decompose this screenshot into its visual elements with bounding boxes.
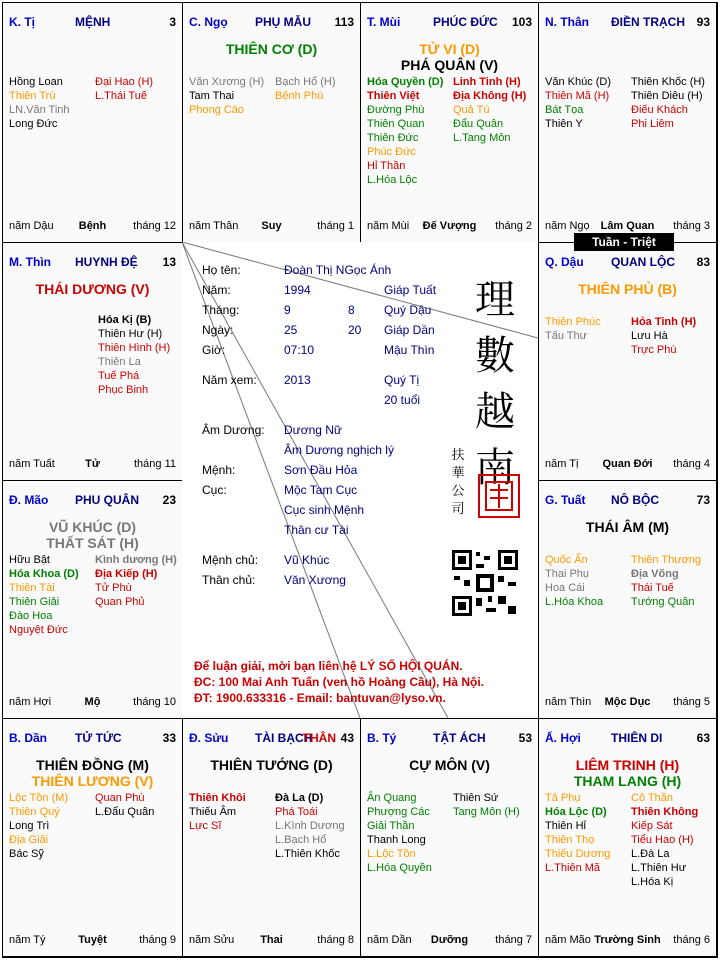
- star-item: Ân Quang: [367, 792, 417, 804]
- palace-number: 23: [162, 493, 176, 507]
- star-item: L.Đẩu Quân: [95, 806, 155, 818]
- seal-caption: [450, 447, 466, 519]
- calligraphy-char: 理: [475, 277, 515, 323]
- main-star: LIÊM TRINH (H): [575, 757, 680, 773]
- star-item: Trực Phù: [631, 344, 677, 356]
- month-can-chi: Quý Dậu: [384, 303, 432, 317]
- seal-char: 公: [451, 484, 465, 499]
- name-label: Họ tên:: [202, 263, 241, 277]
- palace-header: [189, 15, 354, 31]
- star-item: Thiên Phúc: [545, 316, 601, 328]
- palace-year: năm Mùi: [367, 220, 410, 232]
- main-star: THIÊN CƠ (D): [225, 41, 318, 57]
- star-item: Thanh Long: [367, 834, 426, 846]
- star-item: L.Hóa Quyền: [367, 862, 432, 874]
- star-item: Thiên La: [98, 356, 141, 368]
- palace-phase: Tuyệt: [78, 934, 107, 946]
- hour-label: Giờ:: [202, 343, 226, 357]
- palace-number: 53: [518, 731, 532, 745]
- star-item: Thiên Mã (H): [545, 90, 610, 102]
- star-item: Kiếp Sát: [631, 820, 673, 832]
- star-item: Thai Phụ: [545, 568, 590, 580]
- right-stars: [275, 791, 345, 861]
- calligraphy-char: 數: [475, 333, 515, 379]
- menh-label: Mệnh:: [202, 463, 236, 477]
- star-item: Văn Khúc (D): [545, 76, 612, 88]
- right-stars: [631, 553, 701, 609]
- palace-name: PHU QUÂN: [75, 493, 140, 507]
- birth-hour: 07:10: [284, 343, 315, 357]
- main-star: THÁI ÂM (M): [585, 519, 670, 535]
- palace-number: 3: [169, 15, 176, 29]
- palace-phase: Mộ: [84, 696, 101, 708]
- palace-footer: [545, 458, 710, 472]
- palace-header: [9, 255, 176, 271]
- palace-month: tháng 7: [495, 934, 532, 946]
- palace-month: tháng 6: [673, 934, 710, 946]
- star-item: Kình dương (H): [95, 554, 177, 566]
- star-item: Cô Thần: [631, 792, 673, 804]
- palace-header: [545, 15, 710, 31]
- palace-footer: [367, 934, 532, 948]
- star-item: Tiểu Hao (H): [631, 834, 694, 846]
- seal-char: 華: [451, 466, 465, 481]
- palace-month: tháng 11: [133, 458, 176, 470]
- palace-header: [545, 493, 710, 509]
- star-item: Hóa Lộc (D): [545, 806, 607, 818]
- star-item: Thiên Sứ: [453, 792, 499, 804]
- palace-name: HUYNH ĐỆ: [75, 255, 138, 269]
- star-item: Địa Kiếp (H): [95, 568, 158, 580]
- star-item: Thiên Trù: [9, 90, 56, 102]
- palace-number: 73: [696, 493, 710, 507]
- am-duong-label: Âm Dương:: [202, 423, 265, 437]
- star-item: Điếu Khách: [631, 104, 688, 116]
- contact-block: [194, 658, 484, 706]
- am-duong-note: Âm Dương nghịch lý: [284, 443, 394, 457]
- star-item: Giải Thần: [367, 820, 415, 832]
- right-stars: [453, 75, 526, 145]
- star-item: Thiên Hình (H): [98, 342, 171, 354]
- palace-footer: [545, 934, 710, 948]
- palace-mui: [360, 2, 539, 243]
- palace-branch: Ấ. Hợi: [545, 731, 581, 745]
- lunar-day: 20: [348, 323, 362, 337]
- star-item: Phi Liêm: [631, 118, 674, 130]
- star-item: Thiên Việt: [367, 90, 420, 102]
- star-item: Tử Phù: [95, 582, 132, 594]
- star-item: Thiên Diêu (H): [631, 90, 703, 102]
- star-item: Phong Cáo: [189, 104, 245, 116]
- star-item: Quan Phù: [95, 792, 145, 804]
- left-stars: [545, 315, 601, 343]
- palace-number: 63: [696, 731, 710, 745]
- star-item: Văn Xương (H): [189, 76, 265, 88]
- lunar-month: 8: [348, 303, 355, 317]
- star-item: Quốc Ấn: [545, 554, 588, 566]
- left-stars: [545, 791, 610, 875]
- main-star: THIÊN TƯỚNG (D): [210, 757, 333, 773]
- left-stars: [9, 75, 70, 131]
- palace-branch: C. Ngọ: [189, 15, 228, 29]
- palace-footer: [189, 934, 354, 948]
- star-item: Hoa Cái: [545, 582, 585, 594]
- palace-year: năm Ngọ: [545, 220, 590, 232]
- palace-phase: Thai: [260, 934, 283, 946]
- palace-number: 13: [162, 255, 176, 269]
- person-name: Đoàn Thị NGọc Ánh: [284, 263, 392, 277]
- qr-code-icon[interactable]: [450, 548, 520, 618]
- left-stars: [9, 553, 79, 637]
- star-item: Thiên Khôi: [189, 792, 246, 804]
- palace-branch: Đ. Mão: [9, 493, 49, 507]
- left-stars: [367, 75, 443, 187]
- star-item: Tấu Thư: [545, 330, 588, 342]
- palace-name: QUAN LỘC: [611, 255, 675, 269]
- palace-branch: B. Dần: [9, 731, 48, 745]
- palace-phase: Tử: [85, 458, 100, 470]
- palace-number: 103: [511, 15, 532, 29]
- star-item: Bệnh Phù: [275, 90, 324, 102]
- left-stars: [367, 791, 432, 875]
- star-item: Thiên Thọ: [545, 834, 595, 846]
- palace-header: [367, 15, 532, 31]
- star-item: Linh Tinh (H): [453, 76, 521, 88]
- star-item: L.Hóa Kị: [631, 876, 674, 888]
- palace-branch: N. Thân: [545, 15, 589, 29]
- contact-phone-email[interactable]: ĐT: 1900.633316 - Email: bantuvan@lyso.vn.: [194, 691, 446, 705]
- star-item: Tướng Quân: [631, 596, 695, 608]
- cuc-label: Cục:: [202, 483, 227, 497]
- palace-header: [189, 731, 354, 747]
- contact-address: ĐC: 100 Mai Anh Tuấn (ven hồ Hoàng Cầu), Hà Nội.: [194, 675, 485, 689]
- palace-year: năm Mão: [545, 934, 591, 946]
- star-item: Long Đức: [9, 118, 58, 130]
- palace-name: PHỤ MẪU: [255, 15, 311, 29]
- view-can-chi: Quý Tị: [384, 373, 420, 387]
- palace-footer: [545, 220, 710, 234]
- palace-footer: [189, 220, 354, 234]
- palace-branch: Đ. Sửu: [189, 731, 229, 745]
- birth-year: 1994: [284, 283, 311, 297]
- palace-than: [538, 2, 717, 243]
- month-label: Tháng:: [202, 303, 240, 317]
- palace-footer: [9, 696, 176, 710]
- star-item: Địa Giải: [9, 834, 49, 846]
- palace-month: tháng 1: [317, 220, 354, 232]
- tuan-triet-badge: Tuần - Triệt: [574, 233, 674, 251]
- than-chu-value: Văn Xương: [284, 573, 346, 587]
- hour-can-chi: Mậu Thìn: [384, 343, 435, 357]
- cuc-value: Mộc Tam Cục: [284, 483, 358, 497]
- star-item: Phá Toái: [275, 806, 318, 818]
- star-item: Thiên Tài: [9, 582, 55, 594]
- palace-hoi: [538, 718, 717, 957]
- red-seal-icon: [478, 474, 520, 518]
- palace-footer: [545, 696, 710, 710]
- star-item: Thiên Hỉ: [545, 820, 586, 832]
- star-item: Tả Phụ: [545, 792, 581, 804]
- palace-phase: Lâm Quan: [600, 220, 655, 232]
- star-item: Phượng Các: [367, 806, 430, 818]
- palace-header: [545, 255, 710, 271]
- palace-branch: K. Tị: [9, 15, 35, 29]
- main-star: PHÁ QUÂN (V): [400, 57, 499, 73]
- palace-year: năm Dần: [367, 934, 412, 946]
- star-item: Thiếu Dương: [545, 848, 611, 860]
- palace-number: 93: [696, 15, 710, 29]
- palace-name: ĐIỀN TRẠCH: [611, 15, 685, 29]
- palace-month: tháng 2: [495, 220, 532, 232]
- star-item: Địa Không (H): [453, 90, 527, 102]
- palace-phase: Đế Vượng: [422, 220, 477, 232]
- main-star: THÁI DƯƠNG (V): [35, 281, 150, 297]
- star-item: Đường Phù: [367, 104, 425, 116]
- star-item: Đẩu Quân: [453, 118, 504, 130]
- palace-branch: Q. Dậu: [545, 255, 584, 269]
- right-stars: [631, 315, 696, 357]
- star-item: Long Trì: [9, 820, 50, 832]
- main-star: CỰ MÔN (V): [409, 757, 490, 773]
- right-stars: [631, 75, 705, 131]
- star-item: LN.Văn Tinh: [9, 104, 70, 116]
- seal-char: 司: [451, 502, 465, 517]
- palace-year: năm Tị: [545, 458, 579, 470]
- day-can-chi: Giáp Dần: [384, 323, 435, 337]
- year-can-chi: Giáp Tuất: [384, 283, 437, 297]
- star-item: Quan Phủ: [95, 596, 145, 608]
- palace-branch: M. Thìn: [9, 255, 51, 269]
- palace-dau: [538, 242, 717, 481]
- menh-value: Sơn Đầu Hỏa: [284, 463, 358, 477]
- star-item: Hỏa Tinh (H): [631, 316, 697, 328]
- star-item: L.Bạch Hổ: [275, 834, 327, 846]
- palace-month: tháng 9: [139, 934, 176, 946]
- star-item: Lực Sĩ: [189, 820, 222, 832]
- palace-year: năm Hợi: [9, 696, 52, 708]
- star-item: L.Lộc Tồn: [367, 848, 416, 860]
- star-item: Hồng Loan: [9, 76, 63, 88]
- palace-month: tháng 12: [133, 220, 176, 232]
- menh-chu-label: Mệnh chủ:: [202, 553, 259, 567]
- palace-number: 43: [340, 731, 354, 745]
- palace-month: tháng 5: [673, 696, 710, 708]
- palace-tuat: [538, 480, 717, 719]
- palace-year: năm Thìn: [545, 696, 592, 708]
- palace-header: [367, 731, 532, 747]
- calligraphy-column: [470, 272, 520, 496]
- palace-dan: [2, 718, 183, 957]
- palace-phase: Dưỡng: [430, 934, 469, 946]
- palace-footer: [9, 220, 176, 234]
- left-stars: [189, 791, 246, 833]
- main-star: TỬ VI (D): [419, 41, 480, 57]
- star-item: Hỉ Thần: [367, 160, 406, 172]
- palace-suu: [182, 718, 361, 957]
- calligraphy-char: 南: [475, 445, 515, 491]
- palace-number: 33: [162, 731, 176, 745]
- palace-footer: [9, 934, 176, 948]
- star-item: Thiên Giải: [9, 596, 60, 608]
- day-label: Ngày:: [202, 323, 234, 337]
- than-chu-label: Thân chủ:: [202, 573, 256, 587]
- palace-year: năm Tuất: [9, 458, 55, 470]
- star-item: Thiên Hư (H): [98, 328, 163, 340]
- palace-year: năm Sửu: [189, 934, 235, 946]
- star-item: Bát Tọa: [545, 104, 584, 116]
- left-stars: [545, 553, 603, 609]
- palace-phase: Suy: [261, 220, 282, 232]
- view-year: 2013: [284, 373, 311, 387]
- palace-phase: Quan Đới: [602, 458, 653, 470]
- palace-footer: [367, 220, 532, 234]
- star-item: Phục Binh: [98, 384, 149, 396]
- calligraphy-char: 越: [475, 389, 515, 435]
- palace-year: năm Tý: [9, 934, 46, 946]
- star-item: L.Đà La: [631, 848, 670, 860]
- star-item: Quả Tú: [453, 104, 490, 116]
- star-item: Hữu Bật: [9, 554, 50, 566]
- main-star: THẤT SÁT (H): [46, 535, 139, 551]
- star-item: L.Kình Dương: [275, 820, 345, 832]
- palace-header: [545, 731, 710, 747]
- palace-mao: [2, 480, 183, 719]
- star-item: L.Thiên Mã: [545, 862, 601, 874]
- view-year-label: Năm xem:: [202, 373, 257, 387]
- palace-header: [9, 493, 176, 509]
- star-item: Bạch Hổ (H): [275, 76, 336, 88]
- star-item: Thiên Quan: [367, 118, 425, 130]
- seal-char: 扶: [451, 448, 465, 463]
- star-item: Phúc Đức: [367, 146, 416, 158]
- right-stars: [453, 791, 520, 819]
- star-item: Hóa Khoa (D): [9, 568, 79, 580]
- right-stars: [275, 75, 336, 103]
- right-stars: [95, 791, 154, 819]
- star-item: Nguyệt Đức: [9, 624, 68, 636]
- palace-branch: T. Mùi: [367, 15, 401, 29]
- palace-thin: [2, 242, 183, 481]
- star-item: Tang Môn (H): [453, 806, 520, 818]
- palace-name: MỆNH: [75, 15, 111, 29]
- star-item: Hóa Kị (B): [98, 314, 152, 326]
- center-panel: [182, 242, 538, 718]
- left-stars: [189, 75, 264, 117]
- star-item: Thái Tuế: [631, 582, 674, 594]
- palace-phase: Mộc Dục: [604, 696, 651, 708]
- contact-line-1: Để luận giải, mời bạn liên hệ LÝ SỐ HỘI QUÁN.: [194, 659, 463, 673]
- palace-ti: [2, 2, 183, 243]
- palace-name: THIÊN DI: [611, 731, 663, 745]
- am-duong-value: Dương Nữ: [284, 423, 342, 437]
- palace-phase: Bệnh: [78, 220, 107, 232]
- palace-name: TÀI BẠCH: [255, 731, 313, 745]
- palace-header: [9, 731, 176, 747]
- right-stars: [98, 313, 170, 397]
- palace-month: tháng 4: [673, 458, 710, 470]
- palace-ngo: [182, 2, 361, 243]
- star-item: L.Hóa Lộc: [367, 174, 418, 186]
- star-item: Thiên Quý: [9, 806, 60, 818]
- star-item: Thiên Khốc (H): [631, 76, 705, 88]
- star-item: Tam Thai: [189, 90, 235, 102]
- palace-name: NÔ BỘC: [611, 493, 659, 507]
- star-item: Thiếu Âm: [189, 806, 237, 818]
- left-stars: [545, 75, 611, 131]
- star-item: Đà La (D): [275, 792, 324, 804]
- birth-month: 9: [284, 303, 291, 317]
- star-item: Lưu Hà: [631, 330, 668, 342]
- birth-day: 25: [284, 323, 298, 337]
- cuc-note-1: Cục sinh Mệnh: [284, 503, 365, 517]
- star-item: L.Thiên Khốc: [275, 848, 340, 860]
- palace-year: năm Dậu: [9, 220, 54, 232]
- main-star: THAM LANG (H): [573, 773, 682, 789]
- palace-footer: [9, 458, 176, 472]
- star-item: Tuế Phá: [98, 370, 140, 382]
- main-star: THIÊN ĐỒNG (M): [36, 757, 149, 773]
- palace-month: tháng 10: [133, 696, 176, 708]
- star-item: Lộc Tồn (M): [9, 792, 69, 804]
- palace-month: tháng 8: [317, 934, 354, 946]
- palace-month: tháng 3: [673, 220, 710, 232]
- main-star: THIÊN PHỦ (B): [578, 281, 677, 297]
- palace-number: 83: [696, 255, 710, 269]
- palace-branch: B. Tý: [367, 731, 397, 745]
- star-item: L.Thái Tuế: [95, 90, 147, 102]
- star-item: L.Tang Môn: [453, 132, 511, 144]
- menh-chu-value: Vũ Khúc: [284, 553, 330, 567]
- star-item: Hóa Quyền (D): [367, 76, 444, 88]
- than-marker: THÂN: [302, 731, 336, 745]
- palace-year: năm Thân: [189, 220, 239, 232]
- star-item: Thiên Y: [545, 118, 583, 130]
- star-item: Đại Hao (H): [95, 76, 154, 88]
- palace-header: [9, 15, 176, 31]
- star-item: Thiên Đức: [367, 132, 419, 144]
- star-item: Đào Hoa: [9, 610, 53, 622]
- palace-name: TẬT ÁCH: [433, 731, 486, 745]
- palace-name: PHÚC ĐỨC: [433, 15, 498, 29]
- year-label: Năm:: [202, 283, 231, 297]
- star-item: L.Hóa Khoa: [545, 596, 604, 608]
- age: 20 tuổi: [384, 393, 421, 407]
- star-item: Thiên Thương: [631, 554, 702, 566]
- star-item: Bác Sỹ: [9, 848, 44, 860]
- palace-phase: Trường Sinh: [594, 934, 661, 946]
- star-item: Thiên Không: [631, 806, 699, 818]
- right-stars: [95, 553, 177, 609]
- star-item: L.Thiên Hư: [631, 862, 687, 874]
- cuc-note-2: Thân cư Tài: [284, 523, 349, 537]
- palace-number: 113: [334, 15, 354, 29]
- main-star: VŨ KHÚC (D): [48, 519, 137, 535]
- palace-name: TỬ TỨC: [75, 731, 122, 745]
- right-stars: [631, 791, 698, 889]
- star-item: Địa Võng: [631, 568, 679, 580]
- main-star: THIÊN LƯƠNG (V): [31, 773, 154, 789]
- left-stars: [9, 791, 68, 861]
- palace-branch: G. Tuất: [545, 493, 586, 507]
- right-stars: [95, 75, 153, 103]
- palace-ty: [360, 718, 539, 957]
